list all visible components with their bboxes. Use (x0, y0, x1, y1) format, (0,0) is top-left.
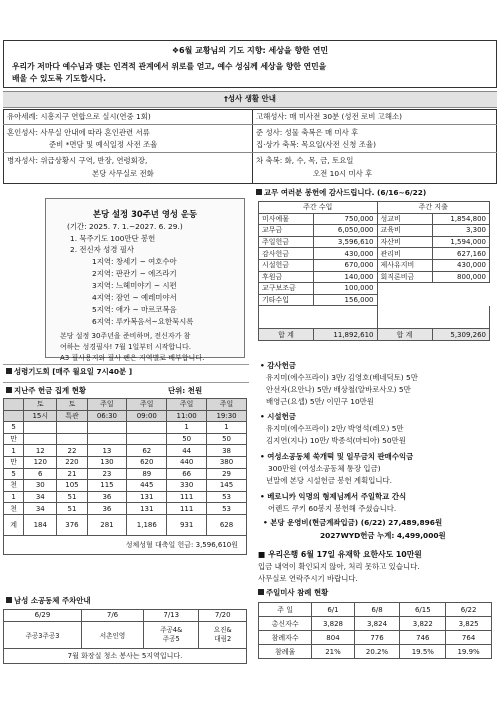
collection-unit: 단위: 천원 (168, 386, 203, 395)
cell (57, 433, 87, 445)
table-row (4, 648, 247, 663)
collection-total: 성체성혈 대축일 헌금: 3,596,610원 (4, 535, 247, 554)
blank-cell (377, 294, 432, 306)
cell (127, 422, 167, 434)
assignment-cell: 주공3주공3 (4, 621, 82, 648)
column-header: 주일 (207, 399, 247, 411)
prayer-line-1: 우리가 저마다 예수님과 맺는 인격적 관계에서 위로를 얻고, 예수 성심께 세상을 향한 연민을 (12, 62, 327, 71)
table-row (259, 306, 490, 329)
cell: 1,186 (127, 514, 167, 535)
anniversary-title: 본당 설정 30주년 영성 운동 (92, 209, 198, 219)
table-row (259, 617, 492, 631)
income-value: 670,000 (314, 259, 377, 271)
collection-total-row (4, 535, 247, 554)
blank-cell (314, 306, 377, 329)
donation-group-3-line-1: 300만원 (여성소공동체 통장 입금) (268, 464, 381, 473)
blank-cell (377, 283, 432, 295)
income-label: 교구보조금 (259, 283, 314, 295)
cell: 13 (87, 445, 127, 457)
anniversary-period: (기간: 2025. 7. 1.~2027. 6. 29.) (67, 222, 183, 231)
attendance-title-text: 주일미사 참례 현황 (266, 588, 329, 597)
table-row (4, 480, 247, 492)
sick-text-2: 본당 사무실로 전화 (92, 169, 154, 178)
row-label: 천 (4, 480, 24, 492)
cell: 1 (167, 422, 207, 434)
collection-title-text: 지난주 헌금 집계 현황 (14, 386, 86, 395)
cell (87, 433, 127, 445)
bible-region-4: 4지역: 잠언 ~ 예레미야서 (92, 293, 177, 302)
cell: 115 (87, 480, 127, 492)
table-header-row (4, 410, 247, 422)
table-row (4, 468, 247, 480)
row-label: 참례율 (259, 645, 312, 659)
expense-header: 주간 지출 (377, 202, 490, 214)
bible-region-1: 1지역: 창세기 ~ 여호수아 (92, 257, 177, 266)
income-value: 3,596,610 (314, 236, 377, 248)
marriage-text-2: 준비 *면담 및 예식일정 사전 조율 (49, 140, 158, 149)
cleaning-note: 7월 화장실 청소 봉사는 5지역입니다. (4, 648, 247, 663)
sacraments-title: †성사 생활 안내 (224, 94, 276, 103)
date-header: 7/13 (143, 610, 198, 622)
column-header: 15시 (24, 410, 57, 422)
sacraments-row-line (3, 152, 497, 153)
assignment-cell: 요진& 대림2 (199, 621, 247, 648)
column-header: 토 (57, 399, 87, 411)
car-blessing-text-1: 차 축복: 화, 수, 목, 금, 토요일 (256, 156, 354, 165)
total-row (259, 329, 490, 341)
table-header-row (4, 399, 247, 411)
donation-group-3-line-2: 년말에 본당 시설헌금 봉헌 계획입니다. (266, 476, 392, 485)
income-value: 100,000 (314, 283, 377, 295)
cell: 53 (207, 503, 247, 515)
cell: 131 (127, 503, 167, 515)
cell: 12 (24, 445, 57, 457)
total-expense-value: 5,309,260 (432, 329, 489, 341)
cell: 130 (87, 456, 127, 468)
table-row (259, 631, 492, 645)
cell: 111 (167, 491, 207, 503)
income-label: 후원금 (259, 271, 314, 283)
column-header: 09:00 (127, 410, 167, 422)
cell: 380 (207, 456, 247, 468)
column-header: 특관 (57, 410, 87, 422)
total-expense-label: 합 계 (377, 329, 432, 341)
income-label: 미사예물 (259, 213, 314, 225)
cell: 6 (24, 468, 57, 480)
cell: 51 (57, 491, 87, 503)
cell (127, 433, 167, 445)
table-row (259, 259, 490, 271)
cell: 1 (207, 422, 247, 434)
cell: 145 (207, 480, 247, 492)
row-label: 만 (4, 456, 24, 468)
cell: 3,824 (354, 617, 400, 631)
cell: 66 (167, 468, 207, 480)
cell: 38 (207, 445, 247, 457)
expense-label: 회직론비금 (377, 271, 432, 283)
cleaning-table (3, 609, 247, 664)
attendance-title (258, 588, 328, 598)
income-label: 기타수입 (259, 294, 314, 306)
income-header: 주간 수입 (259, 202, 378, 214)
square-bullet-icon (6, 597, 12, 603)
table-row (259, 271, 490, 283)
row-label: 만 (4, 433, 24, 445)
cleaning-title-text: 남성 소공동체 주차안내 (14, 596, 91, 605)
cell: 3,825 (446, 617, 492, 631)
donation-group-2-line-2: 김지연(지나) 10만/ 박종석(마티아) 50만원 (266, 436, 406, 445)
meeting-title-text: 성령기도회 [매주 월요일 7시40분 ] (14, 367, 133, 376)
notice-line-1: ■ 우리은행 6월 17일 유재학 요한사도 10만원 (258, 550, 422, 559)
cell: 19.9% (446, 645, 492, 659)
income-value: 6,050,000 (314, 225, 377, 237)
donation-group-5-title: • 본당 운영비(현금계좌입금) (6/22) 27,489,896원 (263, 518, 443, 527)
cell: 21 (57, 468, 87, 480)
expense-value: 627,160 (432, 248, 489, 260)
donation-group-3-title: • 여성소공동체 쑥개떡 및 일무금치 판매수익금 (260, 452, 414, 461)
assignment-cell: 주공4& 주공5 (143, 621, 198, 648)
table-header-row (4, 610, 247, 622)
cell: 36 (87, 503, 127, 515)
income-label: 감사헌금 (259, 248, 314, 260)
cell (57, 422, 87, 434)
table-row (4, 422, 247, 434)
cell: 3,822 (400, 617, 446, 631)
cell: 51 (57, 503, 87, 515)
cell: 376 (57, 514, 87, 535)
blank-cell (432, 283, 489, 295)
bible-region-3: 3지역: 느헤미야기 ~ 시편 (92, 281, 177, 290)
cell: 220 (57, 456, 87, 468)
donation-group-1-title: • 감사헌금 (260, 361, 296, 370)
donation-group-4-line-1: 어렌드 쿠키 60봉지 봉헌해 주셨습니다. (268, 504, 397, 513)
expense-value: 1,594,000 (432, 236, 489, 248)
collection-title (6, 386, 86, 396)
cell: 440 (167, 456, 207, 468)
cell: 20.2% (354, 645, 400, 659)
income-value: 156,000 (314, 294, 377, 306)
cell: 931 (167, 514, 207, 535)
cell: 62 (127, 445, 167, 457)
column-header: 6/8 (354, 603, 400, 617)
column-header: 주일 (87, 399, 127, 411)
cell: 804 (312, 631, 354, 645)
sick-text-1: 병자성사: 위급상황시 구역, 반장, 연령회장, (7, 156, 148, 165)
cell: 445 (127, 480, 167, 492)
square-bullet-icon (6, 368, 12, 374)
donation-group-4-title: • 베로니카 익명의 형제님께서 주일학교 간식 (260, 492, 407, 501)
income-value: 140,000 (314, 271, 377, 283)
income-label: 교무금 (259, 225, 314, 237)
column-header: 주 일 (259, 603, 312, 617)
row-label: 1 (4, 445, 24, 457)
expense-value: 430,000 (432, 259, 489, 271)
expense-label: 관리비 (377, 248, 432, 260)
blessing-text-1: 준 성사: 성물 축복은 매 미사 후 (256, 128, 359, 137)
table-header-row (259, 603, 492, 617)
cell: 764 (446, 631, 492, 645)
bible-region-5: 5지역: 애가 ~ 마르코복음 (92, 305, 177, 314)
cell: 30 (24, 480, 57, 492)
notice-line-3: 사무실로 연락주시기 바랍니다. (258, 574, 358, 583)
marriage-text-1: 혼인성사: 사무실 안내에 따라 혼인관련 서류 (7, 128, 150, 137)
cell: 23 (87, 468, 127, 480)
income-value: 750,000 (314, 213, 377, 225)
cell: 131 (127, 491, 167, 503)
expense-label: 제사유지비 (377, 259, 432, 271)
square-bullet-icon (256, 189, 262, 195)
cell: 53 (207, 491, 247, 503)
cell: 50 (207, 433, 247, 445)
cell: 19.5% (400, 645, 446, 659)
cell: 34 (24, 491, 57, 503)
finance-title-text: 교무 여러분 봉헌에 감사드립니다. (6/16~6/22) (264, 188, 427, 197)
income-label: 주일헌금 (259, 236, 314, 248)
row-label: 5 (4, 422, 24, 434)
cell: 628 (207, 514, 247, 535)
cell: 44 (167, 445, 207, 457)
cell: 620 (127, 456, 167, 468)
table-row (4, 456, 247, 468)
attendance-table (258, 602, 492, 659)
table-row (259, 248, 490, 260)
blessing-text-2: 집·상가 축복: 목요일(사전 신청 조율) (256, 140, 376, 149)
anniversary-item-1: 1. 묵주기도 100만단 봉헌 (70, 234, 156, 243)
cell (87, 422, 127, 434)
anniversary-note-1: 본당 설정 30주년을 준비하며, 전신자가 참 (60, 332, 191, 340)
cell: 89 (127, 468, 167, 480)
row-label: 계 (4, 514, 24, 535)
table-row (259, 294, 490, 306)
notice-line-2: 입금 내역이 확인되지 않아, 처리 못하고 있습니다. (258, 562, 420, 571)
column-header: 19:30 (207, 410, 247, 422)
cell: 34 (24, 503, 57, 515)
total-income-label: 합 계 (259, 329, 314, 341)
collection-table (3, 398, 247, 555)
cell: 50 (167, 433, 207, 445)
donation-group-2-line-1: 유지미(에수프라이) 2만/ 박영석(레오) 5만 (266, 424, 404, 433)
table-row (4, 445, 247, 457)
expense-value: 800,000 (432, 271, 489, 283)
row-label: 참례자수 (259, 631, 312, 645)
anniversary-item-2: 2. 전신자 성경 필사 (70, 245, 135, 254)
table-row (4, 503, 247, 515)
table-row (259, 213, 490, 225)
meeting-title (6, 367, 132, 377)
cell: 746 (400, 631, 446, 645)
table-total-row (4, 514, 247, 535)
corner-cell (4, 410, 24, 422)
corner-cell (4, 399, 24, 411)
column-header: 11:00 (167, 410, 207, 422)
cleaning-title (6, 596, 91, 606)
table-row (4, 433, 247, 445)
date-header: 7/20 (199, 610, 247, 622)
expense-value: 3,300 (432, 225, 489, 237)
column-header: 06:30 (87, 410, 127, 422)
blank-cell (377, 306, 432, 329)
square-bullet-icon (6, 387, 12, 393)
expense-label: 교육비 (377, 225, 432, 237)
row-label: 5 (4, 468, 24, 480)
cell (24, 422, 57, 434)
donation-group-2-title: • 시설헌금 (260, 412, 296, 421)
income-value: 430,000 (314, 248, 377, 260)
donation-group-5-line-1: 2027WYD헌금 누계: 4,499,000원 (320, 531, 446, 540)
table-row (259, 225, 490, 237)
car-blessing-text-2: 오전 10시 미사 후 (313, 169, 373, 178)
expense-label: 성교비 (377, 213, 432, 225)
table-row (259, 645, 492, 659)
cell: 36 (87, 491, 127, 503)
donation-group-1-line-1: 유지미(에수프라이) 3만/ 김영호(베네딕토) 5만 (266, 373, 418, 382)
date-header: 6/29 (4, 610, 82, 622)
total-income-value: 11,892,610 (314, 329, 377, 341)
cell: 105 (57, 480, 87, 492)
sacraments-row-line (3, 124, 497, 125)
prayer-line-2: 배울 수 있도록 기도합시다. (12, 74, 106, 83)
expense-label: 자산비 (377, 236, 432, 248)
donation-group-1-line-2: 안선자(요안나) 5만/ 배상철(알바로사오) 5만 (266, 385, 411, 394)
cell: 111 (167, 503, 207, 515)
expense-value: 1,854,800 (432, 213, 489, 225)
donation-group-1-line-3: 배영근(요셉) 5만/ 이민구 10만원 (266, 397, 374, 406)
blank-cell (432, 306, 489, 329)
table-row (259, 283, 490, 295)
confession-text: 고해성사: 매 미사전 30분 (성전 로비 고해소) (256, 112, 402, 121)
cell: 120 (24, 456, 57, 468)
anniversary-note-2: 여하는 성경필사! 7월 1일부터 시작합니다. (60, 343, 192, 351)
cell: 29 (207, 468, 247, 480)
cell: 281 (87, 514, 127, 535)
column-header: 6/15 (400, 603, 446, 617)
bible-region-6: 6지역: 루카복음서~요한묵시록 (92, 317, 194, 326)
square-bullet-icon (258, 589, 264, 595)
column-header: 주일 (167, 399, 207, 411)
blank-cell (432, 294, 489, 306)
sacraments-divider (252, 109, 253, 184)
income-label: 시설헌금 (259, 259, 314, 271)
cell: 184 (24, 514, 57, 535)
column-header: 토 (24, 399, 57, 411)
table-row (4, 491, 247, 503)
finance-title (256, 188, 426, 198)
finance-table (258, 201, 490, 341)
date-header: 7/6 (82, 610, 144, 622)
column-header: 6/1 (312, 603, 354, 617)
infant-baptism-text: 유아세례: 시흥지구 연합으로 실시(연중 1회) (7, 112, 151, 121)
cell: 330 (167, 480, 207, 492)
table-row (259, 236, 490, 248)
column-header: 주일 (127, 399, 167, 411)
blank-cell (259, 306, 314, 329)
row-label: 1 (4, 491, 24, 503)
row-label: 총신자수 (259, 617, 312, 631)
prayer-title: ❖6월 교황님의 기도 지향: 세상을 향한 연민 (171, 46, 329, 55)
cell: 22 (57, 445, 87, 457)
table-row (4, 621, 247, 648)
cell: 21% (312, 645, 354, 659)
cell (24, 433, 57, 445)
bible-region-2: 2지역: 판관기 ~ 에즈라기 (92, 269, 177, 278)
assignment-cell: 서촌인영 (82, 621, 144, 648)
row-label: 천 (4, 503, 24, 515)
column-header: 6/22 (446, 603, 492, 617)
anniversary-note-3: A3 필사용지와 필사 펜은 지역별로 배부합니다. (60, 354, 205, 362)
cell: 3,828 (312, 617, 354, 631)
cell: 776 (354, 631, 400, 645)
